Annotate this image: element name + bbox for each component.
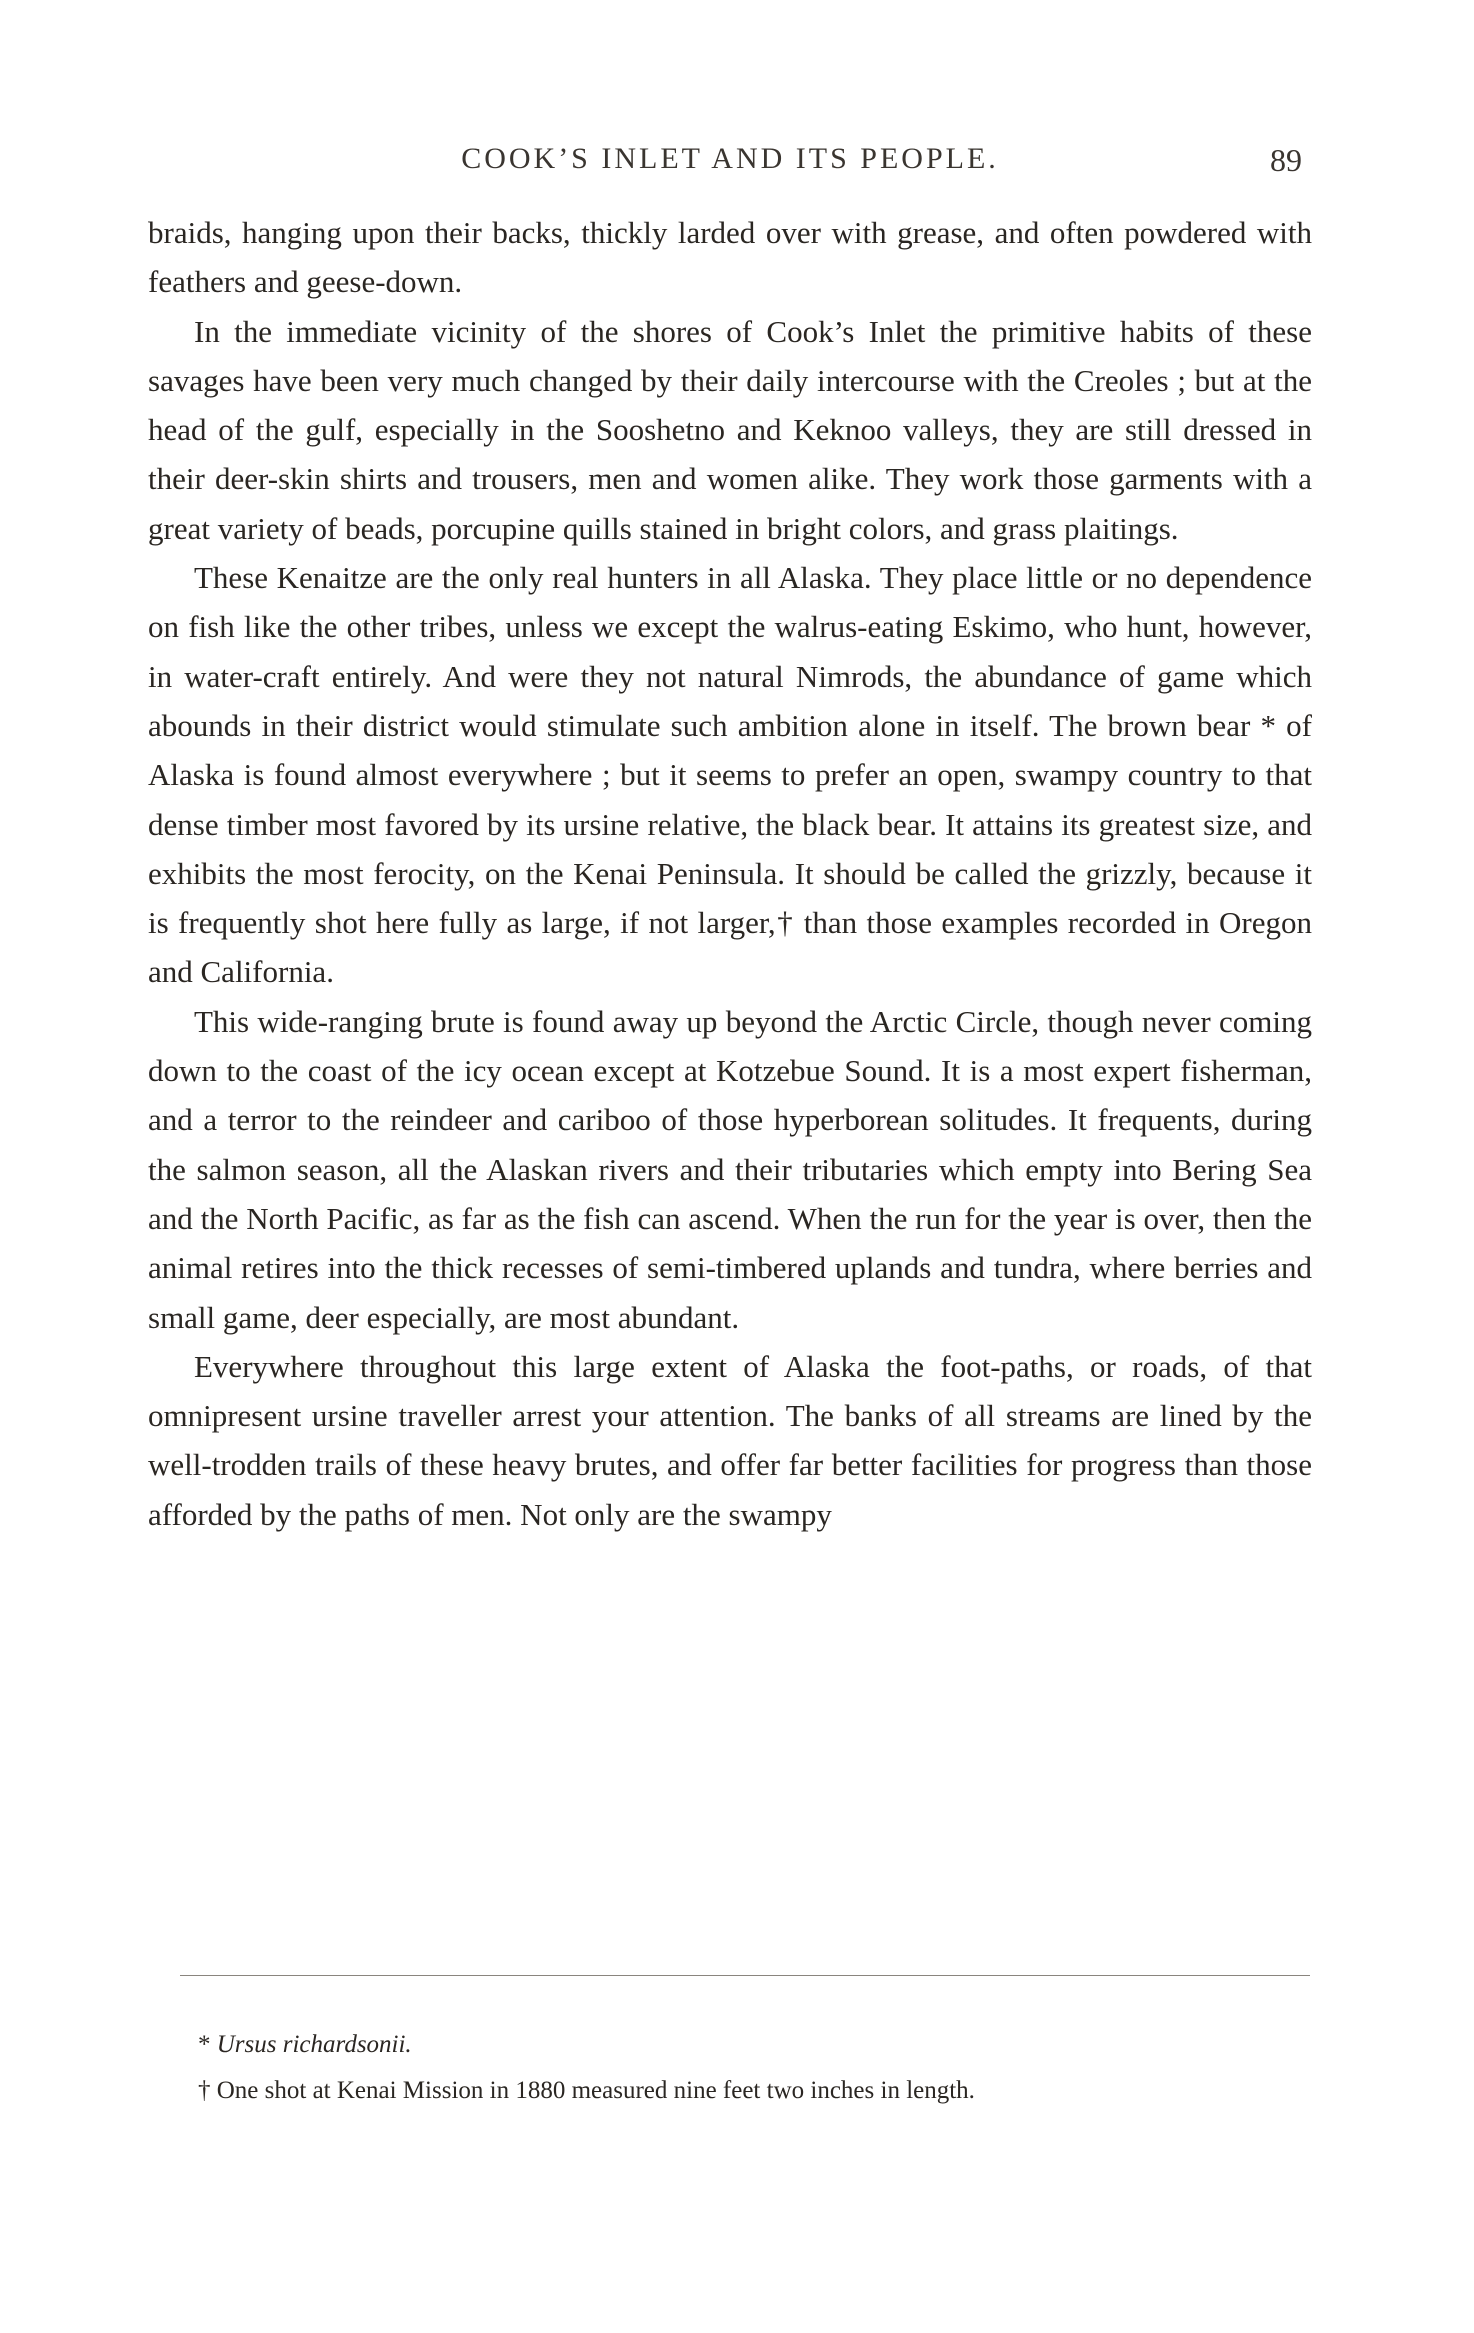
body-text — [148, 208, 1312, 1539]
page-number: 89 — [1270, 142, 1302, 178]
page-header — [148, 142, 1312, 192]
footnote-divider — [180, 1975, 1310, 1976]
footnotes — [148, 2025, 1312, 2111]
footnote-marker: * — [198, 2031, 211, 2058]
paragraph: These Kenaitze are the only real hunters in all Alaska. They place little or no dependence on fish like the other tribes, unless we except the walrus-eating Eskimo, who hunt, however, in water-craft entirely. And were they not natural Nimrods, the abundance of game which abounds in their district would stimulate such ambition alone in itself. The brown bear * of Alaska is found almost everywhere ; but it seems to prefer an open, swampy country to that dense timber most favored by its ursine relative, the black bear. It attains its greatest size, and exhibits the most ferocity, on the Kenai Peninsula. It should be called the grizzly, because it is frequently shot here fully as large, if not larger,† than those examples recorded in Oregon and California. — [148, 560, 1312, 990]
footnote-ursus — [148, 2025, 1312, 2065]
footnote-kenai-mission: † One shot at Kenai Mission in 1880 measured nine feet two inches in length. — [198, 2077, 975, 2104]
footnote-text: Ursus richardsonii. — [216, 2031, 412, 2058]
paragraph: braids, hanging upon their backs, thickly larded over with grease, and often powdered with feathers and geese-down. — [148, 215, 1312, 300]
paragraph: Everywhere throughout this large extent of Alaska the foot-paths, or roads, of that omnipresent ursine traveller arrest your attention. The banks of all streams are lined by the well-trodden trails of these heavy brutes, and offer far better facilities for progress than those afforded by the paths of men. Not only are the swampy — [148, 1348, 1312, 1532]
paragraph: This wide-ranging brute is found away up beyond the Arctic Circle, though never coming down to the coast of the icy ocean except at Kotzebue Sound. It is a most expert fisherman, and a terror to the reindeer and cariboo of those hyperborean solitudes. It frequents, during the salmon season, all the Alaskan rivers and their tributaries which empty into Bering Sea and the North Pacific, as far as the fish can ascend. When the run for the year is over, then the animal retires into the thick recesses of semi-timbered uplands and tundra, where berries and small game, deer especially, are most abundant. — [148, 1003, 1312, 1335]
paragraph: In the immediate vicinity of the shores of Cook’s Inlet the primitive habits of these savages have been very much changed by their daily intercourse with the Creoles ; but at the head of the gulf, especially in the Sooshetno and Keknoo valleys, they are still dressed in their deer-skin shirts and trousers, men and women alike. They work those garments with a great variety of beads, porcupine quills stained in bright colors, and grass plaitings. — [148, 313, 1312, 546]
running-head: COOK’S INLET AND ITS PEOPLE. — [461, 142, 999, 175]
